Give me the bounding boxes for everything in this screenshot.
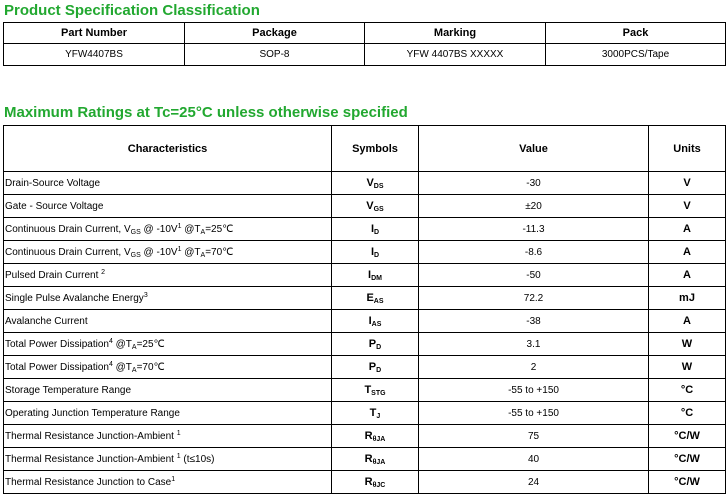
characteristic-condition: @T <box>112 361 132 373</box>
symbol-subscript: D <box>376 366 382 374</box>
ratings-row <box>4 287 726 310</box>
characteristic-text: Drain-Source Voltage <box>5 177 101 189</box>
characteristic-cell <box>4 264 332 287</box>
characteristic-subscript: A <box>200 228 206 236</box>
symbol-letter: P <box>368 360 377 373</box>
symbol-subscript: θJC <box>372 481 386 489</box>
footnote-marker: 1 <box>177 222 182 230</box>
symbol-subscript: AS <box>371 320 382 328</box>
characteristic-cell <box>4 379 332 402</box>
unit-cell: A <box>649 264 726 287</box>
characteristic-subscript: GS <box>130 251 141 259</box>
characteristic-condition: @T <box>181 246 201 258</box>
characteristic-text: Pulsed Drain Current <box>5 270 102 281</box>
spec-header-marking: Marking <box>365 23 546 44</box>
symbol-cell <box>332 356 419 379</box>
characteristic-text: Continuous Drain Current, V <box>5 246 131 258</box>
symbol-cell <box>332 172 419 195</box>
spec-package: SOP-8 <box>185 44 365 66</box>
spec-table <box>3 22 726 66</box>
characteristic-text: Storage Temperature Range <box>5 384 132 396</box>
value-cell: 3.1 <box>419 333 649 356</box>
ratings-row <box>4 448 726 471</box>
unit-cell: V <box>649 172 726 195</box>
characteristic-cell <box>4 425 332 448</box>
unit-cell: A <box>649 241 726 264</box>
characteristic-text: Gate - Source Voltage <box>5 200 104 212</box>
footnote-marker: 3 <box>143 292 148 299</box>
footnote-marker: 1 <box>176 453 181 460</box>
symbol-letter: I <box>370 222 374 235</box>
value-cell: 24 <box>419 471 649 494</box>
symbol-letter: T <box>364 383 372 396</box>
ratings-row <box>4 425 726 448</box>
characteristic-cell <box>4 195 332 218</box>
symbol-subscript: D <box>374 228 380 236</box>
unit-cell: °C/W <box>649 425 726 448</box>
characteristic-condition: @T <box>112 338 132 350</box>
ratings-header-symbols: Symbols <box>332 126 419 172</box>
symbol-subscript: STG <box>371 389 386 397</box>
symbol-cell <box>332 218 419 241</box>
spec-header-package: Package <box>185 23 365 44</box>
characteristic-text: Single Pulse Avalanche Energy <box>5 293 144 304</box>
symbol-letter: V <box>366 199 374 212</box>
symbol-cell <box>332 448 419 471</box>
symbol-cell <box>332 402 419 425</box>
value-cell: -8.6 <box>419 241 649 264</box>
symbol-letter: T <box>369 406 377 419</box>
ratings-table <box>3 125 726 494</box>
value-cell: -55 to +150 <box>419 379 649 402</box>
symbol-subscript: J <box>376 412 381 420</box>
symbol-letter: V <box>366 176 374 189</box>
ratings-header-characteristics: Characteristics <box>4 126 332 172</box>
footnote-marker: 1 <box>171 476 176 483</box>
symbol-subscript: DS <box>373 182 384 190</box>
characteristic-cell <box>4 310 332 333</box>
symbol-letter: E <box>366 291 374 304</box>
characteristic-subscript: A <box>131 343 137 351</box>
symbol-cell <box>332 264 419 287</box>
symbol-subscript: θJA <box>372 458 386 466</box>
characteristic-subscript: A <box>200 251 206 259</box>
characteristic-condition: =70℃ <box>136 361 165 373</box>
value-cell: 2 <box>419 356 649 379</box>
characteristic-condition: =25℃ <box>136 338 165 350</box>
unit-cell: W <box>649 356 726 379</box>
characteristic-text: Thermal Resistance Junction-Ambient <box>5 454 177 465</box>
symbol-letter: R <box>364 452 373 465</box>
unit-cell: mJ <box>649 287 726 310</box>
spec-pack: 3000PCS/Tape <box>546 44 726 66</box>
value-cell: -38 <box>419 310 649 333</box>
unit-cell: V <box>649 195 726 218</box>
footnote-marker: 4 <box>108 337 113 345</box>
spec-header-row <box>4 23 726 44</box>
spec-part-number: YFW4407BS <box>4 44 185 66</box>
symbol-subscript: GS <box>373 205 384 213</box>
characteristic-text: Avalanche Current <box>5 315 88 327</box>
ratings-row <box>4 264 726 287</box>
characteristic-text: Total Power Dissipation <box>5 338 109 350</box>
footnote-marker: 2 <box>101 269 106 276</box>
unit-cell: A <box>649 310 726 333</box>
symbol-cell <box>332 310 419 333</box>
ratings-row <box>4 218 726 241</box>
unit-cell: °C <box>649 379 726 402</box>
symbol-cell <box>332 195 419 218</box>
spec-marking: YFW 4407BS XXXXX <box>365 44 546 66</box>
ratings-row <box>4 172 726 195</box>
ratings-row <box>4 402 726 425</box>
symbol-letter: R <box>364 475 373 488</box>
symbol-cell <box>332 471 419 494</box>
ratings-row <box>4 310 726 333</box>
characteristic-text: Total Power Dissipation <box>5 361 109 373</box>
characteristic-cell <box>4 402 332 425</box>
characteristic-cell <box>4 287 332 310</box>
unit-cell: °C <box>649 402 726 425</box>
symbol-cell <box>332 333 419 356</box>
ratings-header-value: Value <box>419 126 649 172</box>
value-cell: ±20 <box>419 195 649 218</box>
ratings-row <box>4 379 726 402</box>
symbol-letter: I <box>368 314 372 327</box>
symbol-letter: I <box>370 245 374 258</box>
spec-header-pack: Pack <box>546 23 726 44</box>
characteristic-cell <box>4 172 332 195</box>
characteristic-cell <box>4 333 332 356</box>
unit-cell: W <box>649 333 726 356</box>
characteristic-condition: @ -10V <box>140 246 178 258</box>
characteristic-subscript: GS <box>130 228 141 236</box>
symbol-cell <box>332 241 419 264</box>
ratings-row <box>4 241 726 264</box>
footnote-marker: 1 <box>176 430 181 437</box>
ratings-row <box>4 195 726 218</box>
symbol-letter: R <box>364 429 373 442</box>
ratings-section-title: Maximum Ratings at Tc=25°C unless otherwise specified <box>4 104 408 121</box>
symbol-cell <box>332 379 419 402</box>
characteristic-cell <box>4 471 332 494</box>
characteristic-condition: (t≤10s) <box>180 454 215 465</box>
ratings-row <box>4 333 726 356</box>
spec-data-row <box>4 44 726 66</box>
symbol-subscript: AS <box>373 297 384 305</box>
value-cell: 75 <box>419 425 649 448</box>
ratings-header-row <box>4 126 726 172</box>
footnote-marker: 1 <box>177 245 182 253</box>
symbol-letter: I <box>368 268 372 281</box>
characteristic-text: Thermal Resistance Junction-Ambient <box>5 431 177 442</box>
characteristic-cell <box>4 241 332 264</box>
characteristic-condition: =70℃ <box>205 246 234 258</box>
characteristic-condition: @T <box>181 223 201 235</box>
value-cell: 72.2 <box>419 287 649 310</box>
ratings-header-units: Units <box>649 126 726 172</box>
value-cell: 40 <box>419 448 649 471</box>
characteristic-text: Continuous Drain Current, V <box>5 223 131 235</box>
value-cell: -55 to +150 <box>419 402 649 425</box>
characteristic-cell <box>4 448 332 471</box>
symbol-letter: P <box>368 337 377 350</box>
characteristic-text: Operating Junction Temperature Range <box>5 407 180 419</box>
value-cell: -30 <box>419 172 649 195</box>
characteristic-subscript: A <box>131 366 137 374</box>
spec-section-title: Product Specification Classification <box>4 2 260 19</box>
symbol-subscript: DM <box>371 274 382 282</box>
symbol-subscript: D <box>376 343 382 351</box>
characteristic-cell <box>4 218 332 241</box>
characteristic-condition: =25℃ <box>205 223 234 235</box>
spec-header-part-number: Part Number <box>4 23 185 44</box>
unit-cell: A <box>649 218 726 241</box>
value-cell: -50 <box>419 264 649 287</box>
unit-cell: °C/W <box>649 448 726 471</box>
ratings-row <box>4 471 726 494</box>
symbol-cell <box>332 287 419 310</box>
unit-cell: °C/W <box>649 471 726 494</box>
characteristic-cell <box>4 356 332 379</box>
symbol-cell <box>332 425 419 448</box>
characteristic-condition: @ -10V <box>140 223 178 235</box>
footnote-marker: 4 <box>108 360 113 368</box>
ratings-row <box>4 356 726 379</box>
symbol-subscript: D <box>374 251 380 259</box>
value-cell: -11.3 <box>419 218 649 241</box>
symbol-subscript: θJA <box>372 435 386 443</box>
characteristic-text: Thermal Resistance Junction to Case <box>5 477 172 488</box>
